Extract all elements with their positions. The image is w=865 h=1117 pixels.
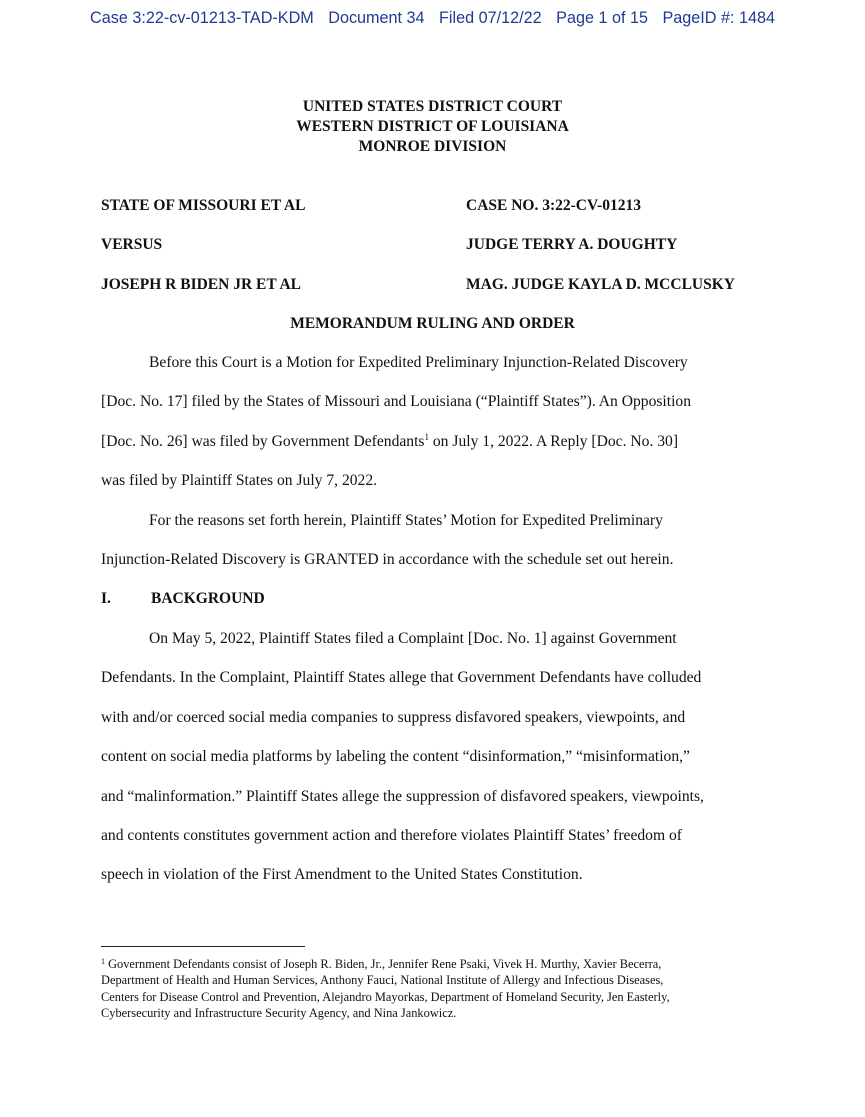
footnote-divider bbox=[101, 946, 305, 947]
court-name: UNITED STATES DISTRICT COURT bbox=[302, 98, 563, 115]
text-line: Injunction-Related Discovery is GRANTED in accordance with the schedule set out herein. bbox=[101, 551, 674, 569]
footnote-reference: 1 bbox=[424, 431, 429, 442]
text-line: was filed by Plaintiff States on July 7, 2022. bbox=[101, 472, 378, 490]
court-heading bbox=[0, 97, 865, 157]
text-line: On May 5, 2022, Plaintiff States filed a Complaint [Doc. No. 1] against Government bbox=[149, 630, 677, 647]
text-line: Defendants. In the Complaint, Plaintiff States allege that Government Defendants have colluded bbox=[101, 669, 702, 687]
text-line: with and/or coerced social media companies to suppress disfavored speakers, viewpoints, and bbox=[101, 708, 686, 726]
text-line: speech in violation of the First Amendment to the United States Constitution. bbox=[101, 866, 583, 884]
defendant-name: JOSEPH R BIDEN JR ET AL bbox=[101, 276, 301, 293]
document-title: MEMORANDUM RULING AND ORDER bbox=[290, 315, 575, 332]
magistrate-judge-name: MAG. JUDGE KAYLA D. MCCLUSKY bbox=[466, 276, 735, 293]
court-district: WESTERN DISTRICT OF LOUISIANA bbox=[296, 118, 569, 135]
paragraph-background bbox=[101, 619, 771, 895]
text-line: and contents constitutes government action and therefore violates Plaintiff States’ freedom of bbox=[101, 827, 682, 845]
filed-date: Filed 07/12/22 bbox=[439, 9, 542, 27]
paragraph-ruling bbox=[101, 501, 771, 580]
paragraph-motion bbox=[101, 343, 771, 501]
footnote-line: Centers for Disease Control and Prevention, Alejandro Mayorkas, Department of Homeland Security, Jen Easterly, bbox=[101, 989, 670, 1004]
text-line: For the reasons set forth herein, Plaintiff States’ Motion for Expedited Preliminary bbox=[149, 512, 663, 529]
footnote-marker: 1 bbox=[101, 957, 105, 966]
text-segment: [Doc. No. 26] was filed by Government Defendants bbox=[101, 432, 425, 450]
case-number: CASE NO. 3:22-CV-01213 bbox=[466, 197, 641, 214]
section-heading bbox=[101, 590, 265, 608]
text-line: [Doc. No. 17] filed by the States of Missouri and Louisiana (“Plaintiff States”). An Opposition bbox=[101, 393, 692, 411]
ecf-header bbox=[0, 9, 865, 28]
footnote-line: Department of Health and Human Services, Anthony Fauci, National Institute of Allergy and Infectious Diseases, bbox=[101, 973, 664, 988]
judge-name: JUDGE TERRY A. DOUGHTY bbox=[466, 236, 678, 253]
document-number: Document 34 bbox=[328, 9, 425, 27]
footnote-line: Cybersecurity and Infrastructure Security Agency, and Nina Jankowicz. bbox=[101, 1006, 457, 1021]
page-id: PageID #: 1484 bbox=[662, 9, 775, 27]
text-line: and “malinformation.” Plaintiff States allege the suppression of disfavored speakers, viewpoints, bbox=[101, 787, 704, 805]
footnote bbox=[101, 956, 781, 1022]
text-line: content on social media platforms by labeling the content “disinformation,” “misinformation,” bbox=[101, 748, 690, 766]
page-count: Page 1 of 15 bbox=[556, 9, 648, 27]
section-number: I. bbox=[101, 590, 111, 607]
text-segment: on July 1, 2022. A Reply [Doc. No. 30] bbox=[428, 432, 679, 450]
case-number-header: Case 3:22-cv-01213-TAD-KDM bbox=[90, 9, 314, 27]
section-title: BACKGROUND bbox=[151, 590, 265, 607]
footnote-line bbox=[101, 956, 781, 972]
court-division: MONROE DIVISION bbox=[358, 138, 507, 155]
text-line bbox=[101, 422, 771, 461]
text-line: Before this Court is a Motion for Expedited Preliminary Injunction-Related Discovery bbox=[149, 354, 688, 371]
plaintiff-name: STATE OF MISSOURI ET AL bbox=[101, 197, 306, 214]
versus-label: VERSUS bbox=[101, 236, 163, 253]
text-segment: Government Defendants consist of Joseph R. Biden, Jr., Jennifer Rene Psaki, Vivek H. Murthy, Xavier Becerra, bbox=[105, 957, 662, 971]
